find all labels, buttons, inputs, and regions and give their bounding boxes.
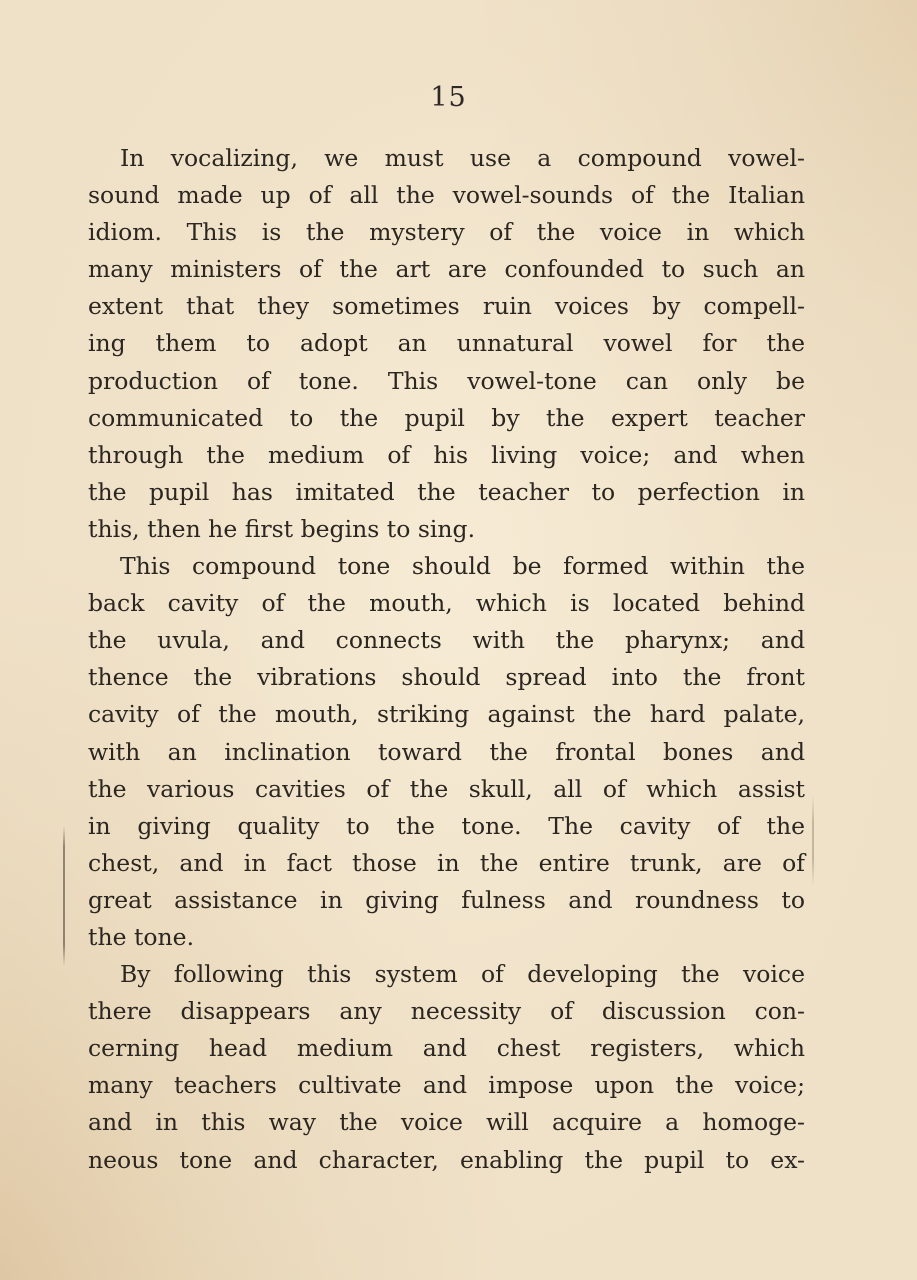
text-line: ing them to adopt an unnatural vowel for the bbox=[88, 329, 805, 358]
body-text bbox=[88, 140, 805, 1179]
text-line: back cavity of the mouth, which is located behind bbox=[88, 589, 805, 618]
page-number: 15 bbox=[430, 82, 467, 113]
text-line: sound made up of all the vowel-sounds of the Italian bbox=[88, 181, 805, 210]
text-line: there disappears any necessity of discussion con- bbox=[88, 997, 805, 1026]
text-line: idiom. This is the mystery of the voice in which bbox=[88, 218, 805, 247]
margin-pencil-mark-right bbox=[812, 796, 814, 886]
text-line: in giving quality to the tone. The cavity of the bbox=[88, 811, 805, 840]
text-line: thence the vibrations should spread into the front bbox=[88, 663, 805, 692]
text-line: the pupil has imitated the teacher to perfection in bbox=[88, 477, 805, 506]
text-line: cerning head medium and chest registers, which bbox=[88, 1034, 805, 1063]
text-line: the various cavities of the skull, all of which assist bbox=[88, 774, 805, 803]
text-line: through the medium of his living voice; and when bbox=[88, 440, 805, 469]
text-line: This compound tone should be formed within the bbox=[120, 552, 805, 581]
text-line: many ministers of the art are confounded to such an bbox=[88, 255, 805, 284]
text-line: this, then he first begins to sing. bbox=[88, 514, 476, 543]
text-line: great assistance in giving fulness and roundness to bbox=[88, 885, 805, 914]
text-line: the tone. bbox=[88, 922, 195, 951]
text-line: chest, and in fact those in the entire trunk, are of bbox=[88, 848, 805, 877]
text-line: By following this system of developing the voice bbox=[120, 960, 805, 989]
paragraph-1 bbox=[88, 140, 805, 548]
margin-pencil-mark bbox=[63, 826, 65, 966]
text-line: the uvula, and connects with the pharynx; and bbox=[88, 626, 805, 655]
text-line: with an inclination toward the frontal bones and bbox=[88, 737, 805, 766]
text-line: cavity of the mouth, striking against the hard palate, bbox=[88, 700, 805, 729]
text-line: In vocalizing, we must use a compound vowel- bbox=[120, 144, 805, 172]
text-line: extent that they sometimes ruin voices by compell- bbox=[88, 292, 805, 321]
paragraph-3 bbox=[88, 956, 805, 1179]
text-line: and in this way the voice will acquire a homoge- bbox=[88, 1108, 805, 1137]
text-line: communicated to the pupil by the expert teacher bbox=[88, 403, 805, 432]
text-line: many teachers cultivate and impose upon the voice; bbox=[88, 1071, 805, 1100]
paragraph-2 bbox=[88, 548, 805, 956]
text-line: neous tone and character, enabling the pupil to ex- bbox=[88, 1145, 805, 1174]
text-line: production of tone. This vowel-tone can only be bbox=[88, 366, 805, 395]
